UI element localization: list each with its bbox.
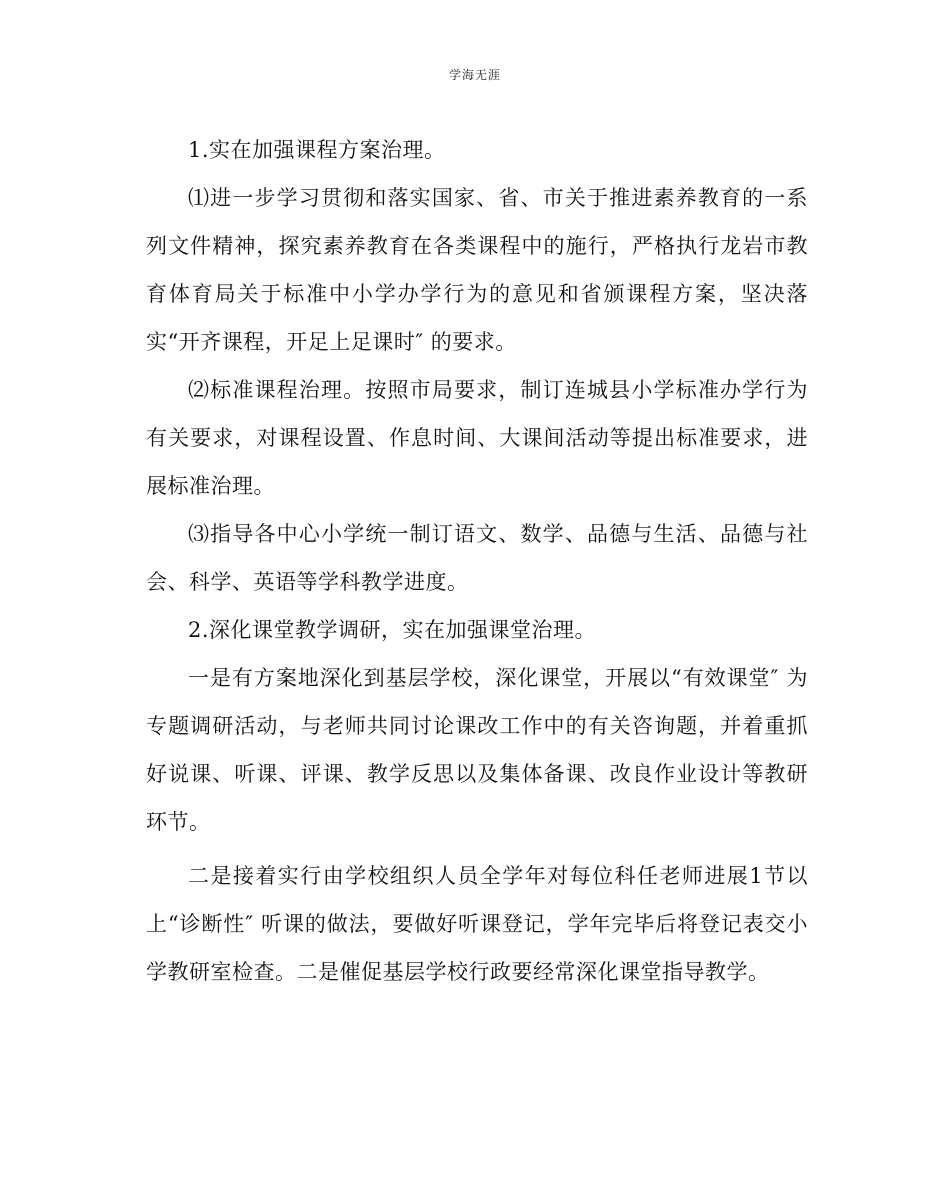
paragraph-first-measure: 一是有方案地深化到基层学校，深化课堂，开展以“有效课堂″ 为专题调研活动，与老师共同讨论课改工作中的有关咨询题，并着重抓好说课、听课、评课、教学反思以及集体备课、改良作业设计等教研环节。 [146, 666, 808, 834]
document-body [146, 126, 808, 996]
paragraph-section-1-heading: 1.实在加强课程方案治理。 [188, 138, 446, 162]
paragraph-item-3: ⑶指导各中心小学统一制订语文、数学、品德与生活、品德与社会、科学、英语等学科教学进度。 [146, 522, 808, 594]
paragraph-item-1: ⑴进一步学习贯彻和落实国家、省、市关于推进素养教育的一系列文件精神，探究素养教育在各类课程中的施行，严格执行龙岩市教育体育局关于标准中小学办学行为的意见和省颁课程方案，坚决落实“开齐课程，开足上足课时″ 的要求。 [146, 186, 808, 354]
page-header: 学海无涯 [448, 68, 501, 82]
paragraph-section-2-heading: 2.深化课堂教学调研，实在加强课堂治理。 [188, 618, 597, 642]
paragraph-item-2: ⑵标准课程治理。按照市局要求，制订连城县小学标准办学行为有关要求，对课程设置、作息时间、大课间活动等提出标准要求，进展标准治理。 [146, 378, 808, 498]
paragraph-second-measure: 二是接着实行由学校组织人员全学年对每位科任老师进展1节以上“诊断性″ 听课的做法，要做好听课登记，学年完毕后将登记表交小学教研室检查。二是催促基层学校行政要经常深化课堂指导教学。 [146, 864, 808, 984]
